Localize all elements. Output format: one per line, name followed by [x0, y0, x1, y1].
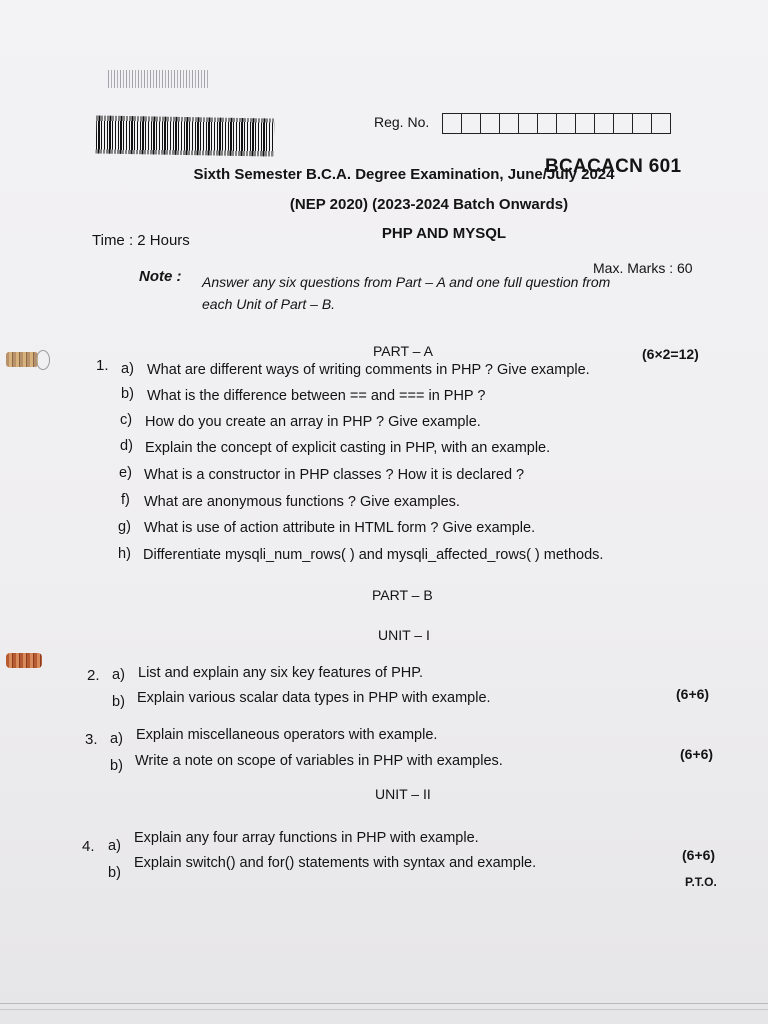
paper-clip-icon: [6, 653, 42, 668]
reg-no-box: [461, 113, 481, 134]
pto-marker: P.T.O.: [685, 875, 717, 889]
part-b-heading: PART – B: [372, 587, 433, 603]
unit-1-heading: UNIT – I: [378, 627, 430, 643]
question-label: a): [112, 667, 125, 683]
reg-no-boxes: [443, 113, 671, 134]
reg-no-box: [537, 113, 557, 134]
question-label: a): [108, 838, 121, 854]
question-number: 3.: [85, 731, 98, 748]
reg-no-box: [613, 113, 633, 134]
question-number: 2.: [87, 667, 100, 684]
exam-batch: (NEP 2020) (2023-2024 Batch Onwards): [289, 196, 569, 213]
exam-title: Sixth Semester B.C.A. Degree Examination, June/July 2024: [193, 166, 615, 183]
question-label: b): [121, 386, 134, 402]
question-text: How do you create an array in PHP ? Give example.: [145, 414, 481, 430]
reg-no-box: [632, 113, 652, 134]
question-text: Explain various scalar data types in PHP with example.: [137, 690, 491, 706]
reg-no-box: [594, 113, 614, 134]
reg-no-box: [575, 113, 595, 134]
question-text: Explain any four array functions in PHP with example.: [134, 830, 479, 846]
question-label: b): [112, 694, 125, 710]
reg-no-box: [442, 113, 462, 134]
question-label: a): [121, 361, 134, 377]
question-label: b): [108, 865, 121, 881]
note-label: Note :: [139, 268, 182, 285]
reg-no-box: [556, 113, 576, 134]
reg-no-box: [480, 113, 500, 134]
question-text: What are different ways of writing comments in PHP ? Give example.: [147, 362, 590, 378]
reg-no-box: [651, 113, 671, 134]
max-marks: Max. Marks : 60: [593, 260, 693, 276]
question-label: h): [118, 546, 131, 562]
question-text: Write a note on scope of variables in PHP with examples.: [135, 753, 503, 769]
barcode: [96, 115, 275, 156]
question-label: g): [118, 519, 131, 535]
marks-split: (6+6): [682, 847, 716, 863]
paper-clip-icon: [6, 352, 38, 367]
question-number: 1.: [96, 357, 109, 374]
page-edge-divider: [0, 1009, 768, 1010]
question-label: d): [120, 438, 133, 454]
question-label: e): [119, 465, 132, 481]
marks-split: (6+6): [676, 686, 710, 702]
marks-split: (6+6): [680, 746, 714, 762]
note-text-line2: each Unit of Part – B.: [202, 296, 336, 312]
question-text: Explain the concept of explicit casting in PHP, with an example.: [145, 440, 551, 456]
part-a-marks: (6×2=12): [642, 346, 699, 362]
question-text: What are anonymous functions ? Give examples.: [144, 494, 460, 510]
reg-no-box: [518, 113, 538, 134]
note-text-line1: Answer any six questions from Part – A and one full question from: [202, 274, 611, 290]
question-label: a): [110, 731, 123, 747]
question-text: What is a constructor in PHP classes ? How it is declared ?: [144, 467, 525, 483]
question-text: Explain switch() and for() statements with syntax and example.: [134, 855, 537, 871]
page-edge-divider: [0, 1003, 768, 1004]
question-number: 4.: [82, 838, 95, 855]
question-text: List and explain any six key features of PHP.: [138, 665, 424, 681]
reg-no-box: [499, 113, 519, 134]
question-text: What is use of action attribute in HTML form ? Give example.: [144, 520, 536, 536]
small-barcode: [108, 70, 208, 88]
time-allowed: Time : 2 Hours: [92, 232, 190, 249]
reg-no-label: Reg. No.: [374, 114, 430, 130]
course-code: BCACACN 601: [545, 156, 682, 177]
part-a-heading: PART – A: [373, 343, 433, 359]
question-label: c): [120, 412, 133, 428]
subject-title: PHP AND MYSQL: [381, 225, 507, 242]
question-label: b): [110, 758, 123, 774]
unit-2-heading: UNIT – II: [375, 786, 431, 802]
question-text: Explain miscellaneous operators with example.: [136, 727, 438, 743]
question-text: Differentiate mysqli_num_rows( ) and mysqli_affected_rows( ) methods.: [143, 547, 604, 563]
question-text: What is the difference between == and === in PHP ?: [147, 388, 486, 404]
question-label: f): [121, 492, 130, 508]
punch-hole-icon: [36, 350, 50, 370]
